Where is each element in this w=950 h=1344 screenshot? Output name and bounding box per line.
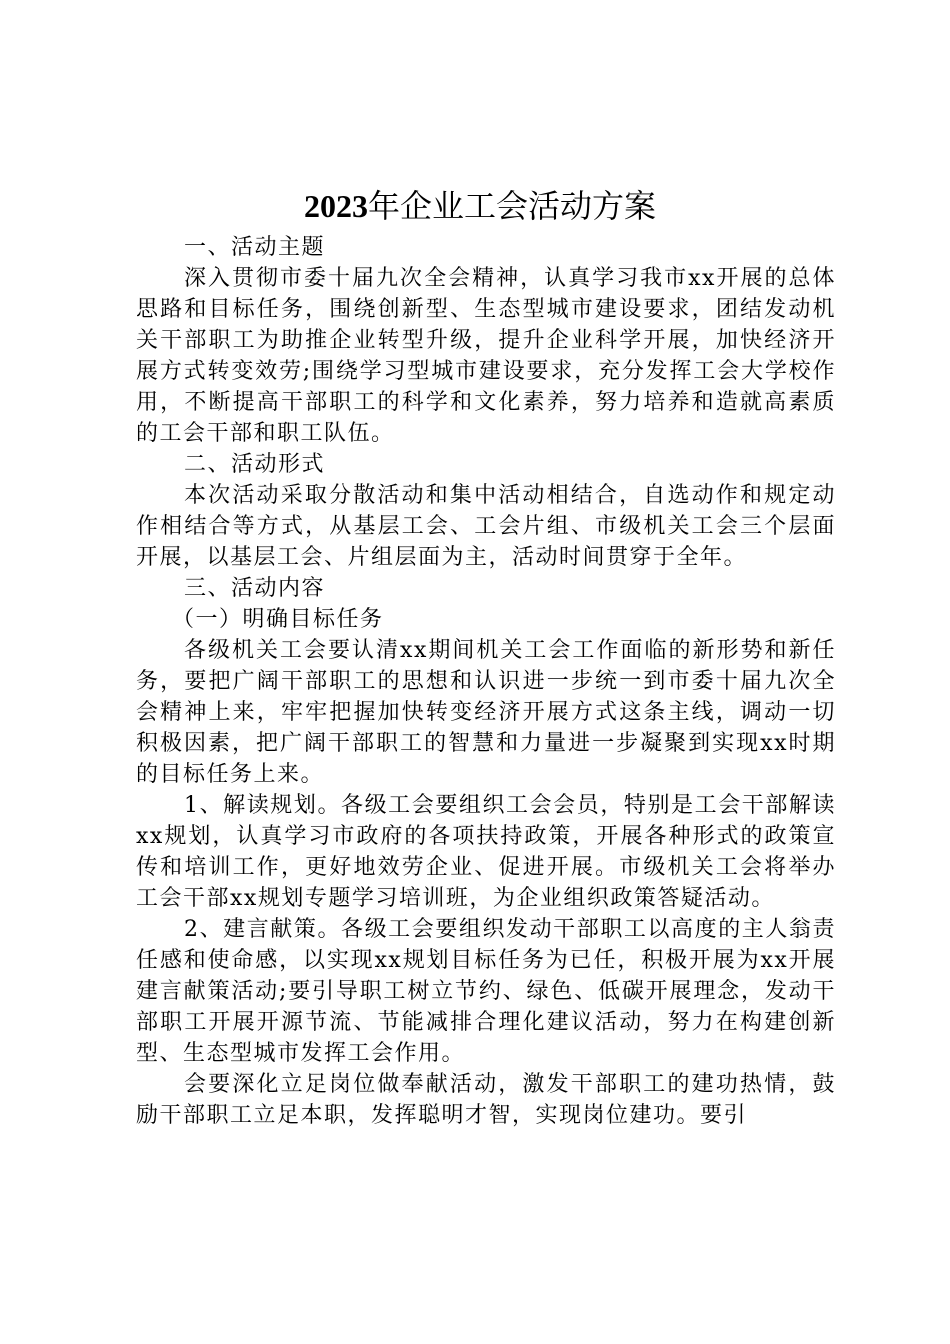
- paragraph-suggestions: 2、建言献策。各级工会要组织发动干部职工以高度的主人翁责任感和使命感，以实现xx规划目标任务为已任，积极开展为xx开展建言献策活动;要引导职工树立节约、绿色、低碳开展理念，发动干部职工开展开源节流、节能减排合理化建议活动，努力在构建创新型、生态型城市发挥工会作用。: [136, 917, 836, 1066]
- section-heading-theme: 一、活动主题: [184, 235, 326, 260]
- document-title: [0, 178, 950, 234]
- title-year: 2023: [303, 188, 368, 224]
- paragraph-theme: 深入贯彻市委十届九次全会精神，认真学习我市xx开展的总体思路和目标任务，围绕创新型、生态型城市建设要求，团结发动机关干部职工为助推企业转型升级，提升企业科学开展，加快经济开展方式转变效劳;围绕学习型城市建设要求，充分发挥工会大学校作用，不断提高干部职工的科学和文化素养，努力培养和造就高素质的工会干部和职工队伍。: [136, 266, 836, 446]
- section-heading-content: 三、活动内容: [184, 576, 326, 601]
- title-text: 年企业工会活动方案: [367, 187, 656, 225]
- paragraph-dedication: 会要深化立足岗位做奉献活动，激发干部职工的建功热情，鼓励干部职工立足本职，发挥聪明才智，实现岗位建功。要引: [136, 1072, 836, 1128]
- subheading-goals: （一）明确目标任务: [172, 607, 384, 632]
- paragraph-interpret-plan: 1、解读规划。各级工会要组织工会会员，特别是工会干部解读xx规划，认真学习市政府的各项扶持政策，开展各种形式的政策宣传和培训工作，更好地效劳企业、促进开展。市级机关工会将举办工会干部xx规划专题学习培训班，为企业组织政策答疑活动。: [136, 793, 836, 911]
- paragraph-goals: 各级机关工会要认清xx期间机关工会工作面临的新形势和新任务，要把广阔干部职工的思想和认识进一步统一到市委十届九次全会精神上来，牢牢把握加快转变经济开展方式这条主线，调动一切积极因素，把广阔干部职工的智慧和力量进一步凝聚到实现xx时期的目标任务上来。: [136, 638, 836, 787]
- paragraph-form: 本次活动采取分散活动和集中活动相结合，自选动作和规定动作相结合等方式，从基层工会、工会片组、市级机关工会三个层面开展，以基层工会、片组层面为主，活动时间贯穿于全年。: [136, 483, 836, 570]
- section-heading-form: 二、活动形式: [184, 452, 326, 477]
- document-body: [136, 232, 836, 1131]
